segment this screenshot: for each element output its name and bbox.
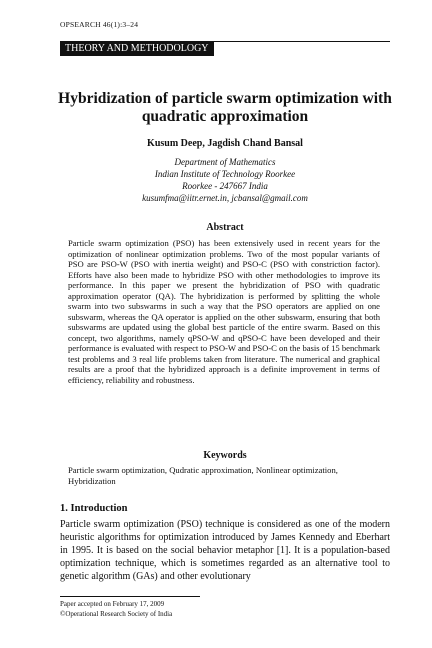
affiliation-city: Roorkee - 247667 India: [182, 181, 268, 191]
author-list: Kusum Deep, Jagdish Chand Bansal: [147, 138, 303, 149]
affiliation-institute: Indian Institute of Technology Roorkee: [154, 169, 296, 179]
paper-title: Hybridization of particle swarm optimization with quadratic approximation: [58, 90, 392, 125]
introduction-text: Particle swarm optimization (PSO) technique is considered as one of the modern heuristic algorithms for optimization introduced by James Kennedy and Eberhart in 1995. It is based on the social behavior metaphor [1]. It is a population-based optimization technique, which is sometimes regarded as an alternative tool to genetic algorithm (GAs) and other evolutionary: [60, 519, 390, 582]
author-emails: kusumfma@iitr.ernet.in, jcbansal@gmail.com: [142, 193, 308, 203]
introduction-heading: 1. Introduction: [60, 503, 128, 514]
journal-reference: OPSEARCH 46(1):3–24: [60, 20, 139, 29]
keywords-text: Particle swarm optimization, Qudratic approximation, Nonlinear optimization, Hybridization: [68, 465, 338, 486]
section-banner: THEORY AND METHODOLOGY: [60, 41, 214, 56]
footnote-accepted: Paper accepted on February 17, 2009: [60, 600, 165, 608]
abstract-heading: Abstract: [206, 222, 244, 233]
abstract-text: Particle swarm optimization (PSO) has been extensively used in recent years for the optimization of nonlinear optimization problems. Two of the most popular variants of PSO are PSO-W (PSO with inertia weight) and PSO-C (PSO with constriction factor). Efforts have also been made to hybridize PSO with other methodologies to improve its performance. In this paper we present the hybridization of PSO with quadratic approximation operator (QA). The hybridization is performed by splitting the whole swarm into two subswarms in such a way that the PSO operators are applied on one subswarm, whereas the QA operator is applied on the other subswarm, ensuring that both subswarms are updated using the global best particle of the entire swarm. Based on this concept, two algorithms, namely qPSO-W and qPSO-C have been developed and their performance is evaluated with respect to PSO-W and PSO-C on the basis of 15 benchmark test problems and 3 real life problems taken from literature. The numerical and graphical results are a proof that the hybridized approach is a definite improvement in terms of efficiency, reliability and robustness.: [68, 238, 381, 385]
keywords-heading: Keywords: [203, 450, 247, 461]
affiliation-department: Department of Mathematics: [174, 157, 276, 167]
footnote-rule: [60, 596, 200, 597]
footnote-copyright: ©Operational Research Society of India: [60, 610, 173, 618]
